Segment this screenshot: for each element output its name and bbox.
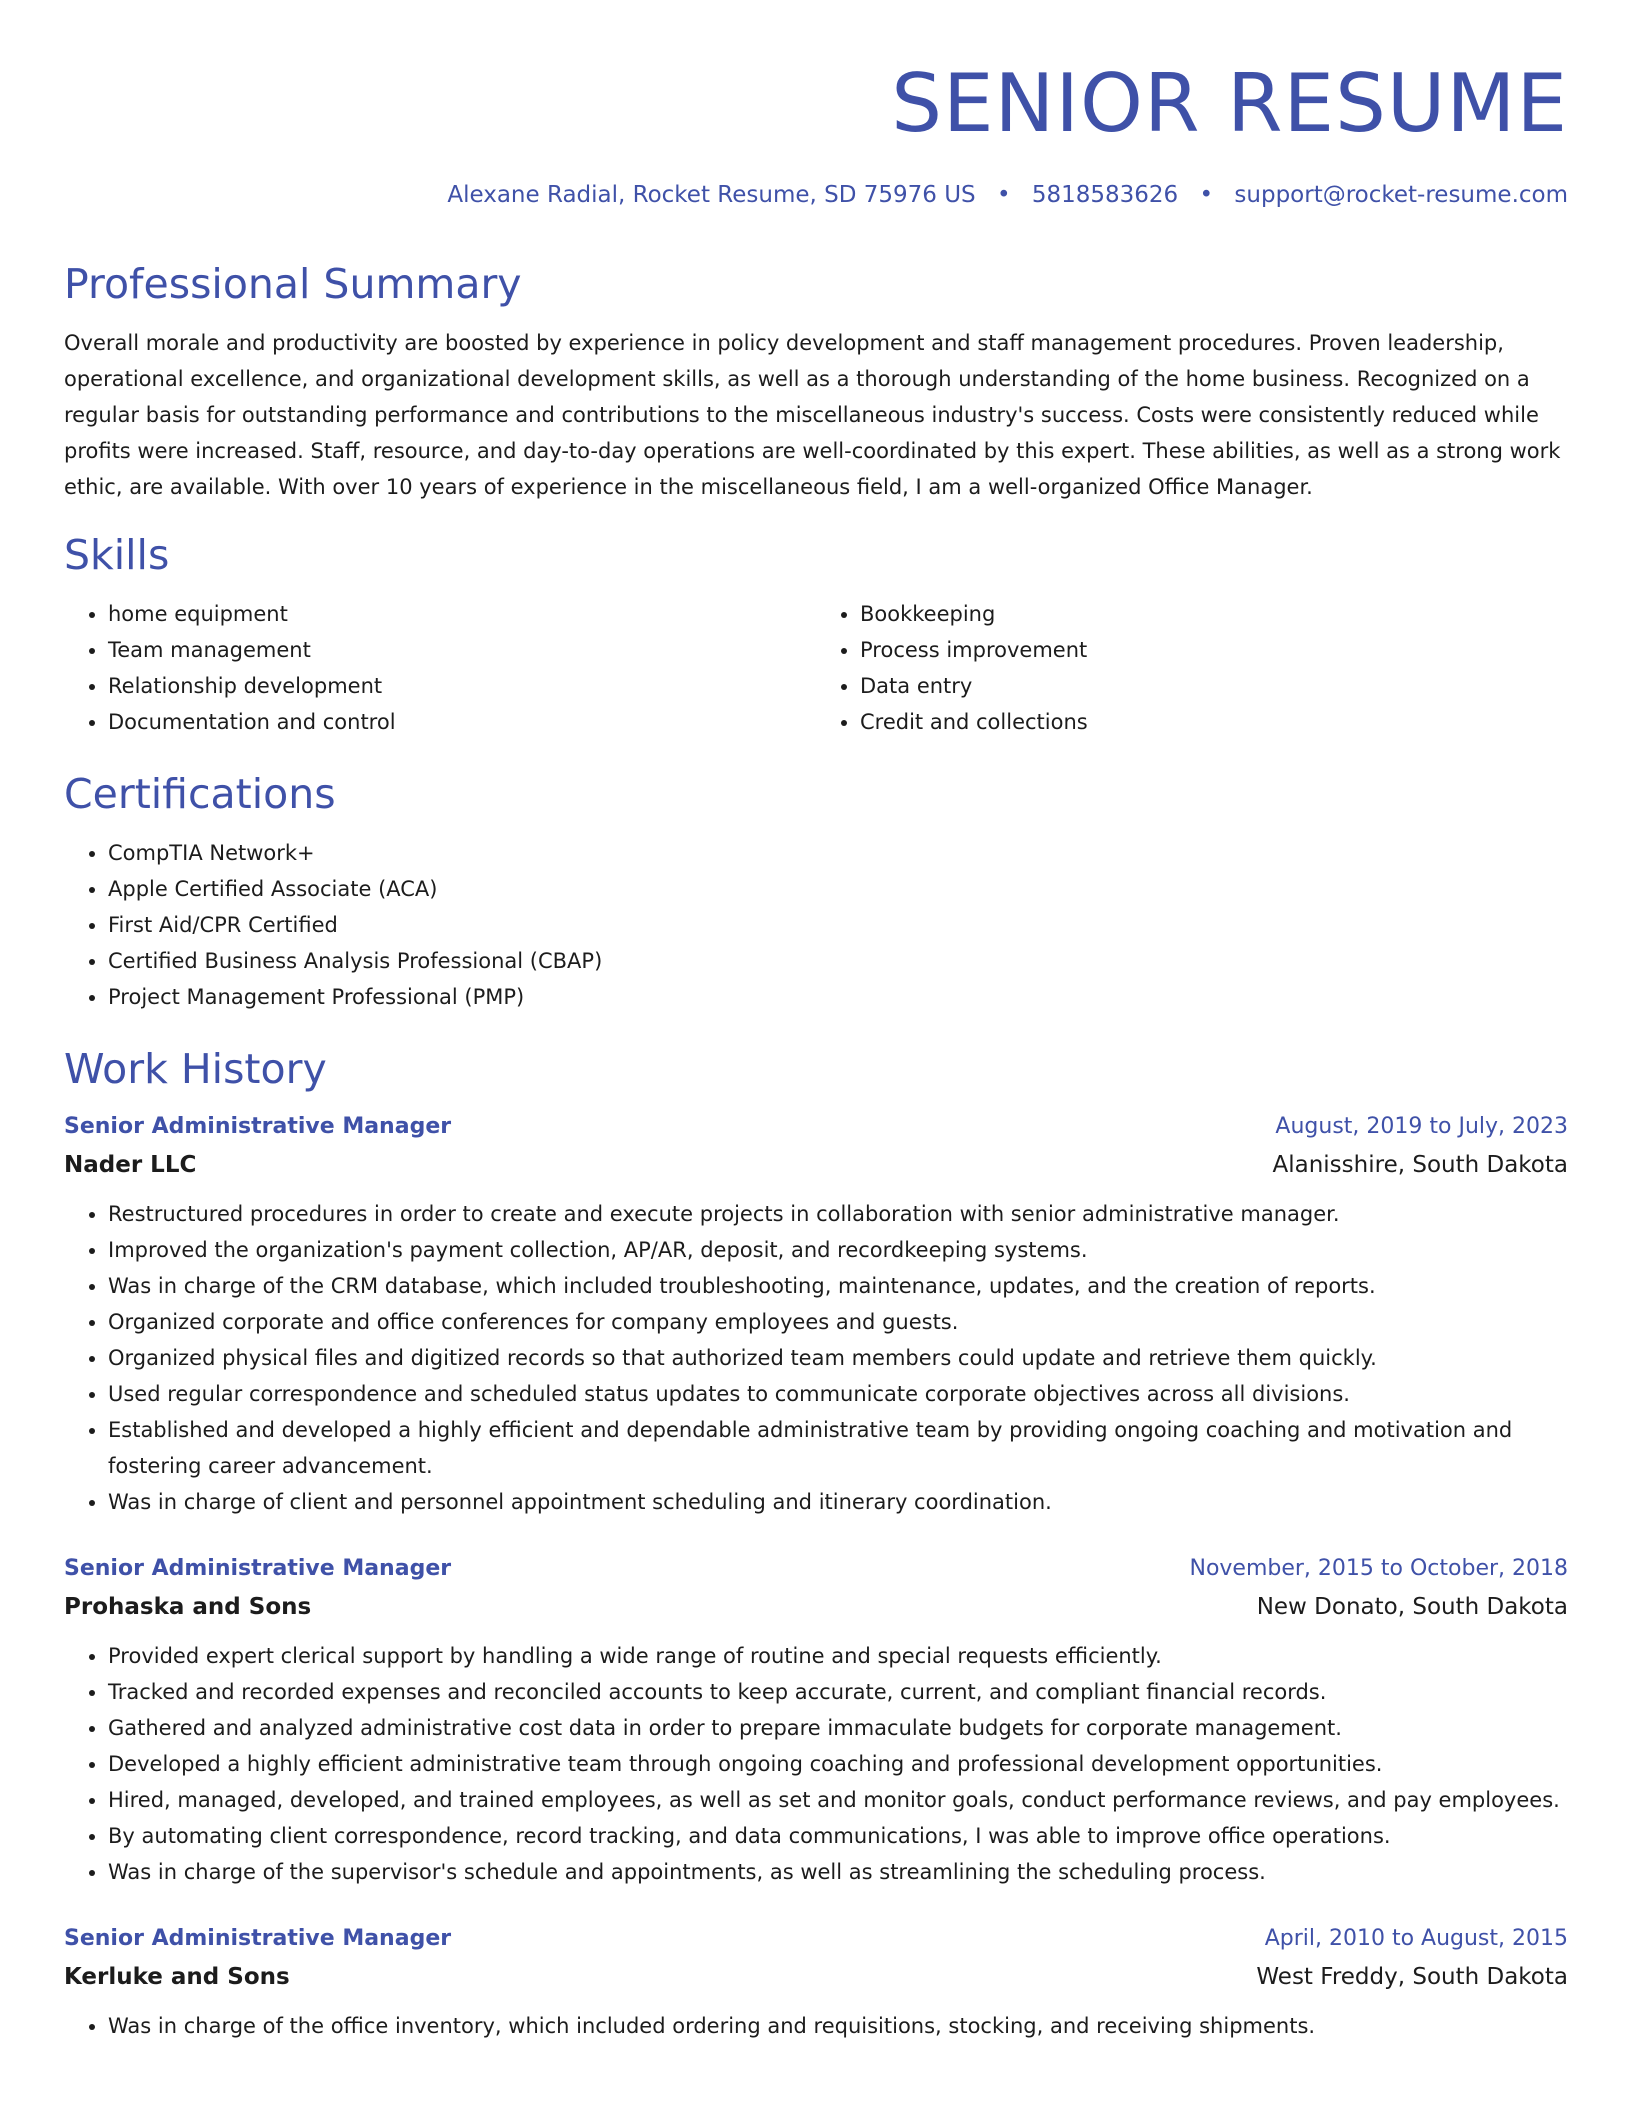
job-header xyxy=(64,1108,1568,1146)
contact-separator: • xyxy=(1199,182,1214,208)
contact-phone: 5818583626 xyxy=(1031,182,1179,208)
job-subheader xyxy=(64,1146,1568,1184)
contact-line xyxy=(64,182,1568,208)
certification-item: • Project Management Professional (PMP) xyxy=(108,979,1568,1015)
skill-item: • Data entry xyxy=(860,668,1568,704)
summary-section xyxy=(64,260,1568,505)
job-subheader xyxy=(64,1958,1568,1996)
job-title: Senior Administrative Manager xyxy=(64,1114,452,1139)
skill-item: • home equipment xyxy=(108,596,816,632)
job-company: Nader LLC xyxy=(64,1152,197,1178)
job-entry xyxy=(64,1108,1568,1520)
skill-item: • Process improvement xyxy=(860,632,1568,668)
certifications-list xyxy=(64,835,1568,1015)
job-entry xyxy=(64,1550,1568,1890)
job-duty: • Was in charge of the office inventory, which included ordering and requisitions, stocking, and receiving shipments. xyxy=(108,2008,1568,2044)
job-dates: November, 2015 to October, 2018 xyxy=(1189,1556,1568,1581)
job-location: Alanisshire, South Dakota xyxy=(1272,1152,1568,1178)
job-location: West Freddy, South Dakota xyxy=(1256,1964,1568,1990)
job-header xyxy=(64,1550,1568,1588)
skill-item: • Team management xyxy=(108,632,816,668)
contact-separator: • xyxy=(996,182,1011,208)
job-duty: • Established and developed a highly efficient and dependable administrative team by providing ongoing coaching and motivation and fostering career advancement. xyxy=(108,1412,1568,1484)
skill-item: • Documentation and control xyxy=(108,704,816,740)
skill-item: • Bookkeeping xyxy=(860,596,1568,632)
job-subheader xyxy=(64,1588,1568,1626)
job-entry xyxy=(64,1920,1568,2044)
certification-item: • First Aid/CPR Certified xyxy=(108,907,1568,943)
job-title: Senior Administrative Manager xyxy=(64,1556,452,1581)
job-duty: • Used regular correspondence and scheduled status updates to communicate corporate objectives across all divisions. xyxy=(108,1376,1568,1412)
job-dates: August, 2019 to July, 2023 xyxy=(1275,1114,1568,1139)
work-history-section xyxy=(64,1045,1568,2044)
skill-item: • Relationship development xyxy=(108,668,816,704)
job-duty: • Was in charge of client and personnel appointment scheduling and itinerary coordination. xyxy=(108,1484,1568,1520)
job-duty: • By automating client correspondence, record tracking, and data communications, I was able to improve office operations. xyxy=(108,1818,1568,1854)
skills-section xyxy=(64,531,1568,740)
certification-item: • Apple Certified Associate (ACA) xyxy=(108,871,1568,907)
job-dates: April, 2010 to August, 2015 xyxy=(1264,1926,1568,1951)
job-duty: • Gathered and analyzed administrative cost data in order to prepare immaculate budgets for corporate management. xyxy=(108,1710,1568,1746)
summary-text: Overall morale and productivity are boosted by experience in policy development and staff management procedures. Proven leadership, operational excellence, and organizational development skills, as well as a thorough understanding of the home business. Recognized on a regular basis for outstanding performance and contributions to the miscellaneous industry's success. Costs were consistently reduced while profits were increased. Staff, resource, and day-to-day operations are well-coordinated by this expert. These abilities, as well as a strong work ethic, are available. With over 10 years of experience in the miscellaneous field, I am a well-organized Office Manager. xyxy=(64,331,1561,499)
certifications-heading: Certifications xyxy=(64,770,336,818)
skill-item: • Credit and collections xyxy=(860,704,1568,740)
contact-email: support@rocket-resume.com xyxy=(1234,182,1568,208)
job-location: New Donato, South Dakota xyxy=(1256,1594,1568,1620)
certifications-section xyxy=(64,770,1568,1015)
job-duty: • Organized physical files and digitized records so that authorized team members could update and retrieve them quickly. xyxy=(108,1340,1568,1376)
work-history-heading: Work History xyxy=(64,1045,327,1093)
skills-heading: Skills xyxy=(64,531,170,579)
job-duty: • Developed a highly efficient administrative team through ongoing coaching and professional development opportunities. xyxy=(108,1746,1568,1782)
job-duty: • Was in charge of the CRM database, which included troubleshooting, maintenance, updates, and the creation of reports. xyxy=(108,1268,1568,1304)
summary-heading: Professional Summary xyxy=(64,260,522,308)
job-duty: • Hired, managed, developed, and trained employees, as well as set and monitor goals, conduct performance reviews, and pay employees. xyxy=(108,1782,1568,1818)
job-company: Kerluke and Sons xyxy=(64,1964,290,1990)
job-duty: • Improved the organization's payment collection, AP/AR, deposit, and recordkeeping systems. xyxy=(108,1232,1568,1268)
skills-list-left xyxy=(64,596,816,740)
job-duty: • Provided expert clerical support by handling a wide range of routine and special requests efficiently. xyxy=(108,1638,1568,1674)
skills-columns xyxy=(64,596,1568,740)
job-header xyxy=(64,1920,1568,1958)
job-duties xyxy=(64,1196,1568,1520)
job-duty: • Was in charge of the supervisor's schedule and appointments, as well as streamlining the scheduling process. xyxy=(108,1854,1568,1890)
certification-item: • CompTIA Network+ xyxy=(108,835,1568,871)
job-duties xyxy=(64,1638,1568,1890)
job-duty: • Organized corporate and office conferences for company employees and guests. xyxy=(108,1304,1568,1340)
certification-item: • Certified Business Analysis Professional (CBAP) xyxy=(108,943,1568,979)
contact-address: Alexane Radial, Rocket Resume, SD 75976 US xyxy=(447,182,976,208)
job-title: Senior Administrative Manager xyxy=(64,1926,452,1951)
skills-list-right xyxy=(816,596,1568,740)
job-duty: • Restructured procedures in order to create and execute projects in collaboration with senior administrative manager. xyxy=(108,1196,1568,1232)
job-duty: • Tracked and recorded expenses and reconciled accounts to keep accurate, current, and compliant financial records. xyxy=(108,1674,1568,1710)
job-duties xyxy=(64,2008,1568,2044)
job-company: Prohaska and Sons xyxy=(64,1594,312,1620)
resume-title: SENIOR RESUME xyxy=(891,57,1568,150)
